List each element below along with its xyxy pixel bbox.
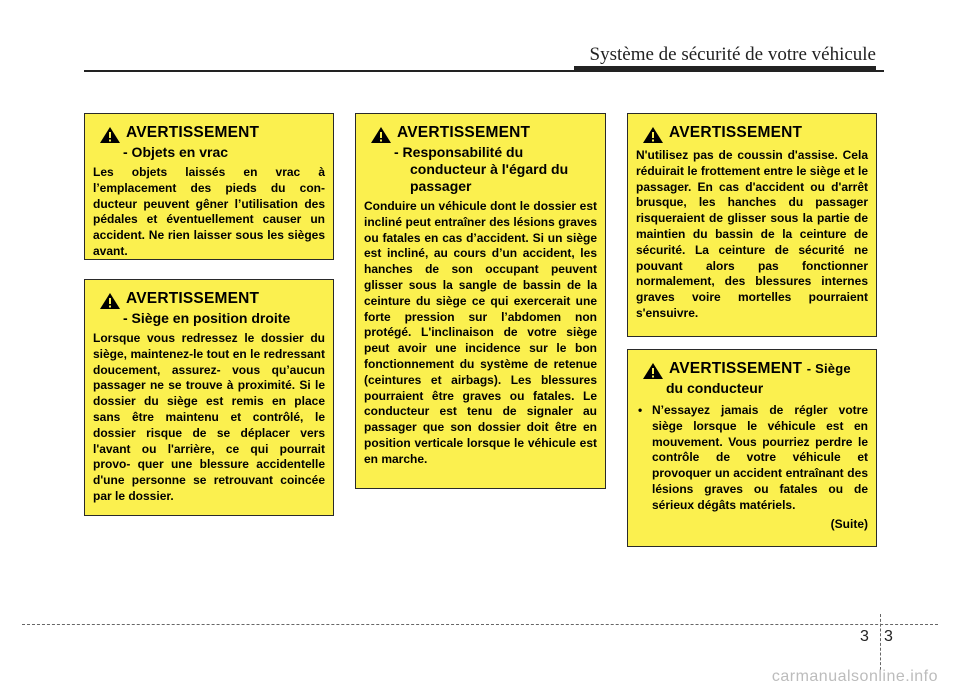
warning-triangle-icon (99, 292, 121, 310)
warning-subtitle: - Siège en position droite (123, 310, 291, 326)
warning-triangle-icon (642, 126, 664, 144)
warning-bullet-text: N’essayez jamais de régler votre siège lorsque le véhicule est en mouvement. Vous pourriez perdre le contrôle de votre véhicule et provoquer un accident entraînant des lésions graves ou fatales ou de sérieux dégâts matériels. (652, 403, 868, 512)
warning-body: Les objets laissés en vrac à l’emplacement des pieds du con- ducteur peuvent gêner l’utilisation des pédales et éventuellement causer un accident. Ne rien laisser sous les sièges avant. (93, 165, 325, 258)
warning-bullet-item (636, 403, 868, 514)
warning-body: N'utilisez pas de coussin d'assise. Cela réduirait le frottement entre le siège et le passager. En cas d'accident ou d'arrêt brusque, les hanches du passager risqueraient de glisser sous la partie de maintien du bassin de la ceinture de sécurité. La ceinture de sécurité ne pouvant alors pas fonctionner normalement, des blessures internes graves voire mortelles pourraient s'ensuivre. (636, 148, 868, 320)
warning-box-seat-cushion (627, 113, 877, 337)
footer-rule (22, 624, 938, 625)
header-rule-accent (574, 66, 876, 72)
continued-label: (Suite) (830, 516, 868, 531)
footer-page-divider (880, 614, 881, 670)
warning-title: AVERTISSEMENT (126, 290, 260, 307)
watermark-text: carmanualsonline.info (771, 668, 938, 685)
warning-subtitle-continued: conducteur à l'égard du passager (410, 161, 569, 194)
warning-triangle-icon (642, 362, 664, 380)
warning-title: AVERTISSEMENT (669, 124, 803, 141)
warning-title: AVERTISSEMENT (126, 124, 260, 141)
warning-box-driver-responsibility (355, 113, 606, 489)
bullet-icon: • (638, 403, 643, 417)
warning-box-driver-seat (627, 349, 877, 547)
warning-subtitle: - Responsabilité du (394, 144, 524, 160)
warning-subtitle-continued: du conducteur (666, 380, 764, 396)
warning-triangle-icon (370, 126, 392, 144)
warning-title: AVERTISSEMENT (397, 124, 531, 141)
warning-body: Conduire un véhicule dont le dossier est incliné peut entraîner des lésions graves ou fatales en cas d’accident. Si un siège est incliné, au cours d’un accident, les hanches de son occupant peuvent glisser sous la sangle de bassin de la ceinture du siège ce qui exercerait une forte pression sur l’abdomen non protégé. L'inclinaison de votre siège peut avoir une incidence sur le bon fonctionnement du système de retenue (ceintures et airbags). Les blessures pourraient être graves ou fatales. Le conducteur est tenu de signaler au passager que son dossier doit être en position verticale lorsque le véhicule est en marche. (364, 199, 597, 466)
warning-body: Lorsque vous redressez le dossier du siège, maintenez-le tout en le redressant doucement, assurez- vous qu’aucun passager ne se trouve à proximité. Si le dossier du siège est remis en place sans être maintenu et contrôlé, le dossier risque de se déplacer vers l'avant ou l'arrière, ce qui pourrait provo- quer une blessure accidentelle d'une personne se retrouvant coincée par le dossier. (93, 331, 325, 503)
chapter-number: 3 (860, 628, 869, 645)
warning-title: AVERTISSEMENT (669, 360, 803, 377)
warning-triangle-icon (99, 126, 121, 144)
warning-box-upright-seat (84, 279, 334, 516)
page-number: 3 (884, 628, 893, 645)
warning-box-loose-objects (84, 113, 334, 260)
page-header-title: Système de sécurité de votre véhicule (589, 44, 876, 65)
warning-subtitle: - Objets en vrac (123, 144, 229, 160)
warning-subtitle: - Siège (806, 361, 851, 376)
